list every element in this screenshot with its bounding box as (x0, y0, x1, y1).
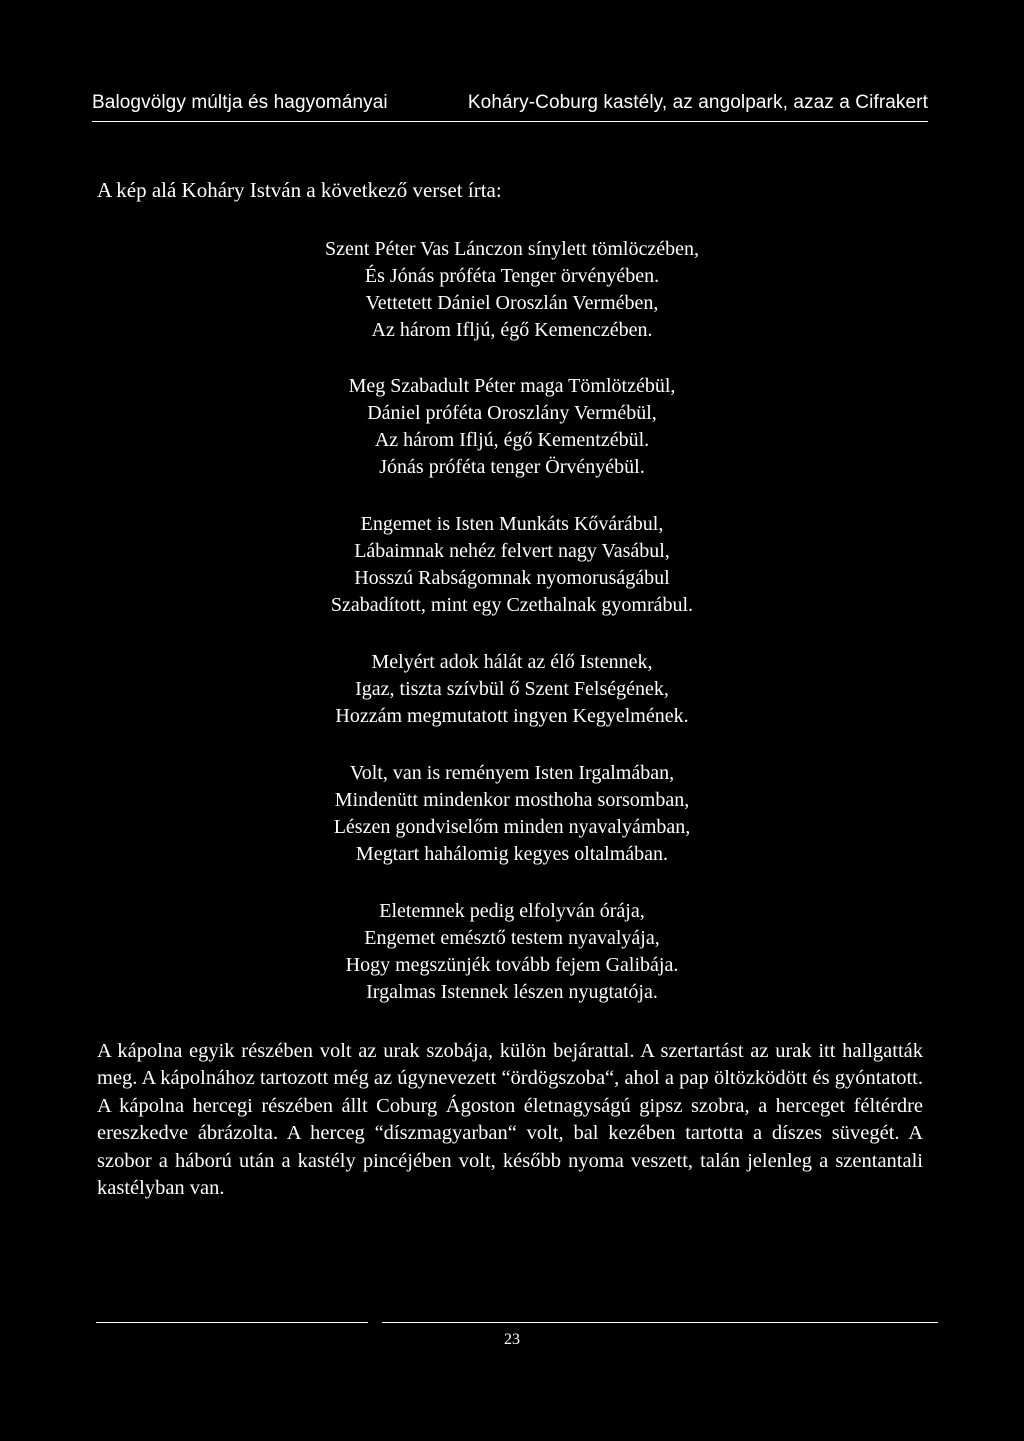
running-header (92, 92, 928, 114)
poem-line: Volt, van is reményem Isten Irgalmában, (349, 762, 675, 784)
poem-stanza (0, 511, 1024, 619)
poem-stanza (0, 760, 1024, 868)
poem-stanza (0, 898, 1024, 1006)
poem-line: Lábaimnak nehéz felvert nagy Vasábul, (354, 540, 670, 562)
poem-line: Irgalmas Istennek lészen nyugtatója. (366, 981, 658, 1003)
poem-line: Vettetett Dániel Oroszlán Vermében, (365, 292, 659, 314)
poem-line: Szabadított, mint egy Czethalnak gyomrábul. (330, 594, 694, 616)
header-book-title: Balogvölgy múltja és hagyományai (92, 92, 388, 113)
footer-rule-left (96, 1322, 368, 1323)
body-paragraph: A kápolna egyik részében volt az urak szobája, külön bejárattal. A szertartást az urak itt hallgatták meg. A kápolnához tartozott még az úgynevezett “ördögszoba“, ahol a pap öltözködött és gyóntatott. A kápolna hercegi részében állt Coburg Ágoston életnagyságú gipsz szobra, a herceget féltérdre ereszkedve ábrázolta. A herceg “díszmagyarban“ volt, bal kezében tartotta a díszes süvegét. A szobor a háború után a kastély pincéjében volt, később nyoma veszett, talán jelenleg a szentantali kastélyban van. (97, 1040, 923, 1200)
poem-line: És Jónás próféta Tenger örvényében. (364, 265, 660, 287)
poem-stanza (0, 236, 1024, 344)
page-number: 23 (504, 1331, 520, 1348)
poem-line: Engemet emésztő testem nyavalyája, (364, 927, 660, 949)
poem-line: Dániel próféta Oroszlány Vermébül, (367, 402, 657, 424)
poem-line: Megtart hahálomig kegyes oltalmában. (355, 843, 669, 865)
poem-line: Az három Ifljú, égő Kemenczében. (371, 319, 653, 341)
poem-line: Igaz, tiszta szívbül ő Szent Felségének, (355, 678, 669, 700)
header-chapter-title: Koháry-Coburg kastély, az angolpark, azaz a Cifrakert (467, 92, 928, 113)
poem-line: Szent Péter Vas Lánczon sínylett tömlöczében, (325, 238, 699, 260)
poem-stanza (0, 649, 1024, 730)
poem-line: Hosszú Rabságomnak nyomoruságábul (354, 567, 670, 589)
poem-stanza (0, 373, 1024, 481)
intro-line: A kép alá Koháry István a következő verset írta: (97, 178, 502, 202)
poem-line: Melyért adok hálát az élő Istennek, (371, 651, 653, 673)
poem-line: Engemet is Isten Munkáts Kővárábul, (360, 513, 664, 535)
poem-line: Hozzám megmutatott ingyen Kegyelmének. (335, 705, 689, 727)
poem-line: Jónás próféta tenger Örvényébül. (379, 456, 645, 478)
poem-line: Eletemnek pedig elfolyván órája, (379, 900, 645, 922)
footer-rule-right (382, 1322, 938, 1323)
poem-line: Hogy megszünjék tovább fejem Galibája. (345, 954, 679, 976)
poem-line: Mindenütt mindenkor mosthoha sorsomban, (334, 789, 690, 811)
poem-line: Meg Szabadult Péter maga Tömlötzébül, (348, 375, 676, 397)
header-rule (92, 121, 928, 122)
poem-line: Az három Ifljú, égő Kementzébül. (374, 429, 650, 451)
poem-line: Lészen gondviselőm minden nyavalyámban, (333, 816, 691, 838)
